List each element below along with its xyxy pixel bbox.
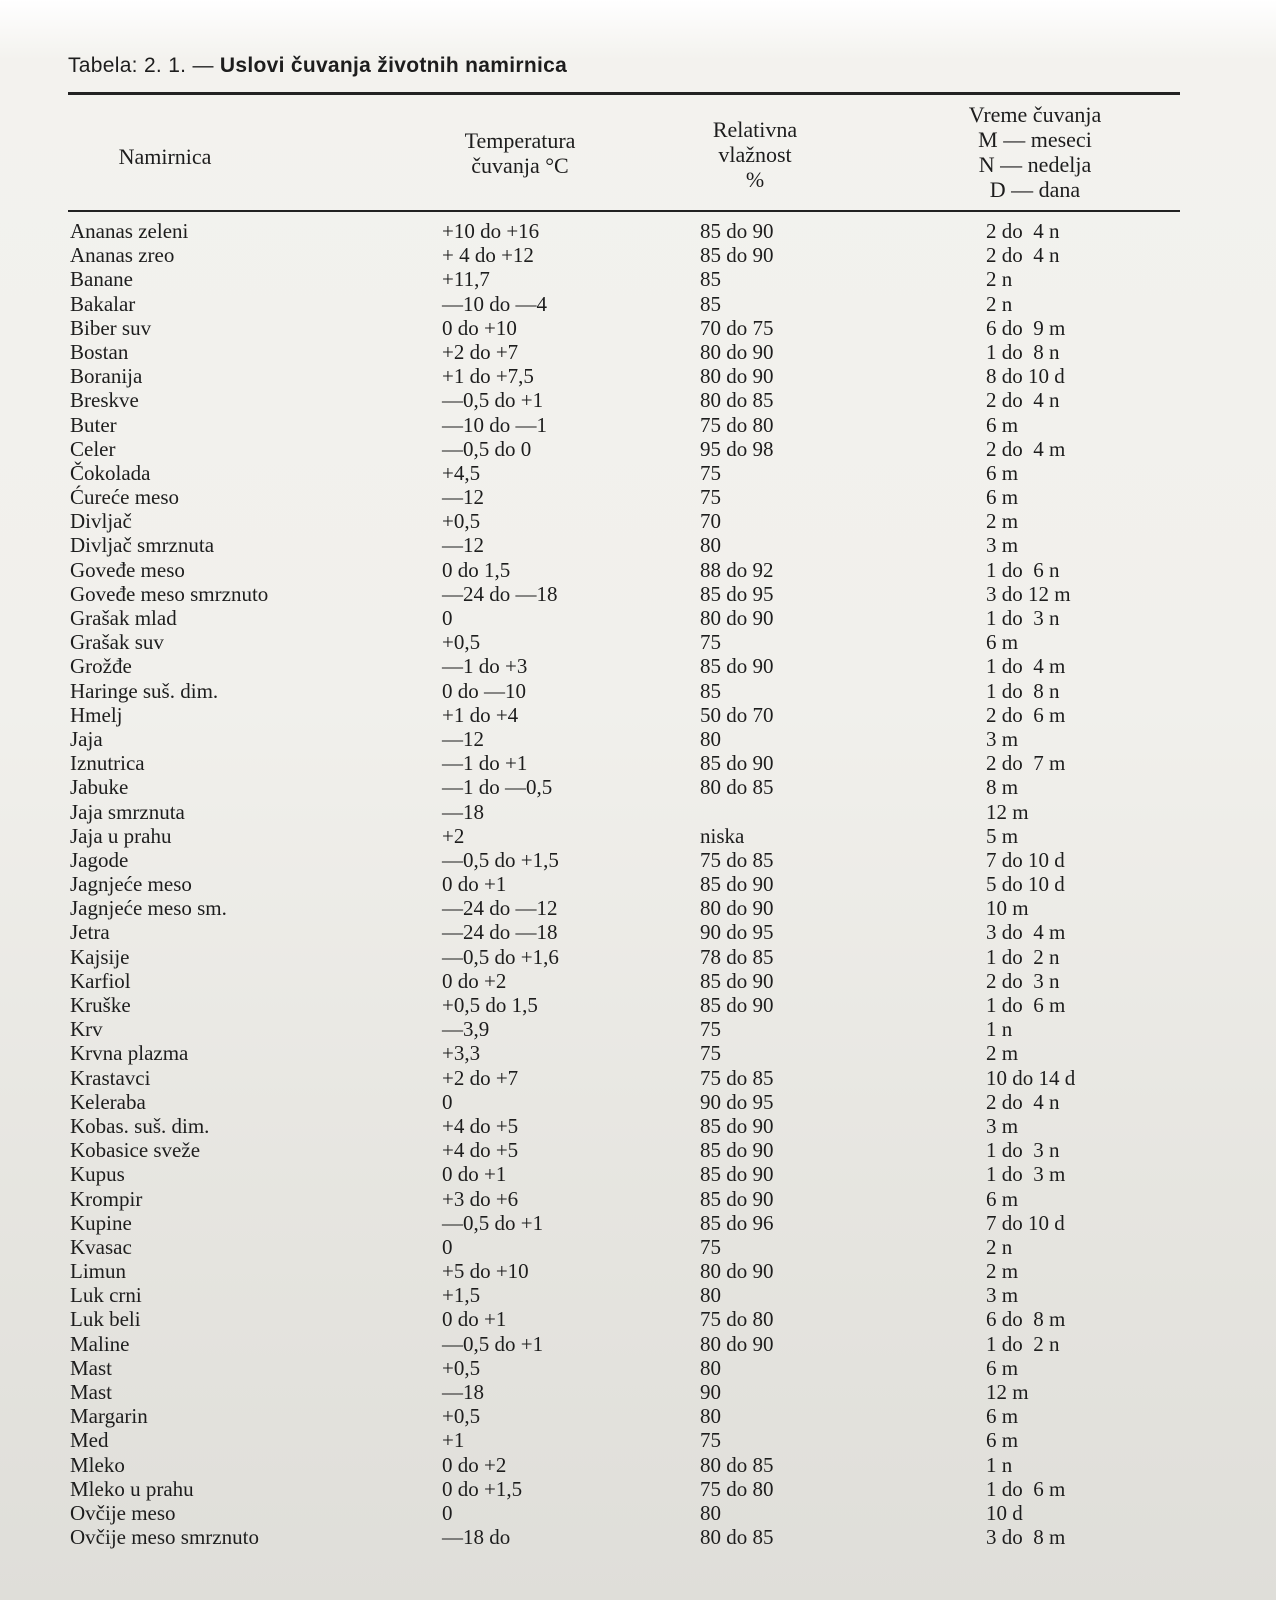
cell-temperatura: 0 do +1 xyxy=(442,872,507,897)
cell-vreme: 3 m xyxy=(986,533,1019,558)
cell-namirnica: Jagode xyxy=(70,847,129,872)
cell-vlaznost: 80 xyxy=(700,1355,721,1380)
header-line: N — nedelja xyxy=(978,152,1092,177)
cell-vlaznost: 85 do 96 xyxy=(700,1210,774,1235)
cell-vreme: 1 do 4 m xyxy=(986,654,1066,679)
table-row xyxy=(0,824,1276,848)
cell-temperatura: —1 do —0,5 xyxy=(442,775,553,800)
cell-vlaznost: 75 do 80 xyxy=(700,412,774,437)
cell-namirnica: Jabuke xyxy=(70,775,129,800)
cell-namirnica: Haringe suš. dim. xyxy=(70,678,219,703)
cell-namirnica: Mleko u prahu xyxy=(70,1476,194,1501)
cell-vreme: 8 m xyxy=(986,775,1019,800)
table-row xyxy=(0,267,1276,291)
table-row xyxy=(0,679,1276,703)
cell-vlaznost: 75 do 80 xyxy=(700,1476,774,1501)
table-row xyxy=(0,1187,1276,1211)
table-row xyxy=(0,1283,1276,1307)
cell-vlaznost: 80 do 90 xyxy=(700,896,774,921)
cell-temperatura: +2 do +7 xyxy=(442,339,519,364)
cell-temperatura: 0 do +2 xyxy=(442,1452,507,1477)
cell-temperatura: 0 xyxy=(442,1089,453,1114)
cell-namirnica: Banane xyxy=(70,267,133,292)
cell-temperatura: 0 do 1,5 xyxy=(442,557,511,582)
cell-vlaznost: 78 do 85 xyxy=(700,944,774,969)
cell-vreme: 12 m xyxy=(986,799,1029,824)
cell-temperatura: —12 xyxy=(442,533,484,558)
table-row xyxy=(0,727,1276,751)
cell-temperatura: 0 do +1 xyxy=(442,1162,507,1187)
table-row xyxy=(0,920,1276,944)
cell-namirnica: Maline xyxy=(70,1331,130,1356)
cell-vreme: 1 do 8 n xyxy=(986,678,1060,703)
cell-vreme: 6 do 8 m xyxy=(986,1307,1066,1332)
cell-vlaznost: 85 do 90 xyxy=(700,219,774,243)
cell-vlaznost: 90 do 95 xyxy=(700,920,774,945)
table-row xyxy=(0,340,1276,364)
cell-temperatura: +11,7 xyxy=(442,267,490,292)
table-row xyxy=(0,1307,1276,1331)
header-namirnica xyxy=(80,144,250,169)
table-row xyxy=(0,509,1276,533)
cell-vreme: 3 m xyxy=(986,726,1019,751)
cell-vreme: 2 do 3 n xyxy=(986,968,1060,993)
table-row xyxy=(0,1017,1276,1041)
cell-vlaznost: 80 do 90 xyxy=(700,339,774,364)
cell-vreme: 2 n xyxy=(986,267,1013,292)
caption-label: Tabela: 2. 1. — xyxy=(68,54,220,77)
cell-namirnica: Bakalar xyxy=(70,291,136,316)
cell-vreme: 2 do 7 m xyxy=(986,751,1066,776)
cell-temperatura: —24 do —18 xyxy=(442,920,558,945)
cell-vreme: 2 n xyxy=(986,291,1013,316)
cell-temperatura: —0,5 do +1 xyxy=(442,1210,544,1235)
cell-namirnica: Jaja xyxy=(70,726,103,751)
cell-vreme: 1 do 3 m xyxy=(986,1162,1066,1187)
cell-vlaznost: 80 do 90 xyxy=(700,1331,774,1356)
cell-temperatura: —10 do —4 xyxy=(442,291,547,316)
cell-vlaznost: 80 xyxy=(700,726,721,751)
cell-namirnica: Hmelj xyxy=(70,702,123,727)
cell-namirnica: Ananas zeleni xyxy=(70,219,189,243)
cell-vlaznost: 75 xyxy=(700,1041,721,1066)
table-row xyxy=(0,775,1276,799)
table-row xyxy=(0,437,1276,461)
cell-vlaznost: 90 do 95 xyxy=(700,1089,774,1114)
cell-namirnica: Med xyxy=(70,1428,109,1453)
table-row xyxy=(0,1453,1276,1477)
cell-temperatura: +5 do +10 xyxy=(442,1259,529,1284)
table-row xyxy=(0,243,1276,267)
cell-namirnica: Limun xyxy=(70,1259,126,1284)
cell-vreme: 6 m xyxy=(986,460,1019,485)
caption-title: Uslovi čuvanja životnih namirnica xyxy=(219,54,568,77)
header-line: Vreme čuvanja xyxy=(968,102,1102,127)
cell-temperatura: +1,5 xyxy=(442,1283,481,1308)
cell-namirnica: Mast xyxy=(70,1380,112,1404)
cell-vreme: 7 do 10 d xyxy=(986,1210,1065,1235)
cell-namirnica: Jetra xyxy=(70,920,110,945)
cell-vreme: 5 m xyxy=(986,823,1019,848)
table-row xyxy=(0,630,1276,654)
table-row xyxy=(0,316,1276,340)
cell-temperatura: —10 do —1 xyxy=(442,412,547,437)
cell-namirnica: Kvasac xyxy=(70,1234,132,1259)
cell-temperatura: +3 do +6 xyxy=(442,1186,519,1211)
cell-vlaznost: 75 xyxy=(700,460,721,485)
table-row xyxy=(0,945,1276,969)
cell-temperatura: +1 do +7,5 xyxy=(442,364,534,389)
cell-namirnica: Jaja u prahu xyxy=(70,823,172,848)
cell-vlaznost: 75 do 85 xyxy=(700,1065,774,1090)
table-row xyxy=(0,1428,1276,1452)
cell-vreme: 1 n xyxy=(986,1017,1013,1042)
cell-vlaznost: 85 do 90 xyxy=(700,872,774,897)
cell-temperatura: +2 do +7 xyxy=(442,1065,519,1090)
table-row xyxy=(0,1501,1276,1525)
cell-namirnica: Čokolada xyxy=(70,460,151,485)
table-header-rule xyxy=(68,210,1180,212)
table-row xyxy=(0,872,1276,896)
cell-vreme: 6 m xyxy=(986,1428,1019,1453)
cell-vlaznost: 85 do 90 xyxy=(700,1186,774,1211)
cell-vlaznost: 80 xyxy=(700,1404,721,1429)
cell-namirnica: Grožđe xyxy=(70,654,132,679)
table-row xyxy=(0,461,1276,485)
cell-vlaznost: 75 xyxy=(700,630,721,655)
cell-vlaznost: 85 xyxy=(700,291,721,316)
cell-vlaznost: 80 xyxy=(700,533,721,558)
cell-temperatura: —0,5 do +1,6 xyxy=(442,944,559,969)
cell-vlaznost: 75 xyxy=(700,1428,721,1453)
cell-vreme: 1 do 2 n xyxy=(986,1331,1060,1356)
cell-temperatura: —0,5 do +1,5 xyxy=(442,847,559,872)
cell-vlaznost: 85 do 95 xyxy=(700,581,774,606)
cell-temperatura: —3,9 xyxy=(442,1017,490,1042)
table-row xyxy=(0,896,1276,920)
cell-vreme: 3 m xyxy=(986,1283,1019,1308)
cell-vlaznost: 88 do 92 xyxy=(700,557,774,582)
table-row xyxy=(0,1404,1276,1428)
cell-temperatura: +3,3 xyxy=(442,1041,481,1066)
cell-namirnica: Mleko xyxy=(70,1452,125,1477)
header-line: M — meseci xyxy=(978,127,1092,152)
cell-namirnica: Goveđe meso smrznuto xyxy=(70,581,269,606)
table-row xyxy=(0,364,1276,388)
cell-namirnica: Biber suv xyxy=(70,315,152,340)
cell-vlaznost: 85 xyxy=(700,267,721,292)
cell-temperatura: —0,5 do +1 xyxy=(442,388,544,413)
cell-namirnica: Ananas zreo xyxy=(70,243,175,268)
cell-namirnica: Jaja smrznuta xyxy=(70,799,185,824)
cell-vlaznost: 80 do 90 xyxy=(700,606,774,630)
cell-temperatura: —24 do —18 xyxy=(442,581,558,606)
cell-temperatura: +4,5 xyxy=(442,460,481,485)
cell-namirnica: Grašak suv xyxy=(70,630,164,655)
header-line: čuvanja °C xyxy=(471,153,569,178)
cell-vlaznost: 85 do 90 xyxy=(700,751,774,776)
cell-namirnica: Kobas. suš. dim. xyxy=(70,1113,210,1138)
cell-namirnica: Boranija xyxy=(70,364,143,389)
cell-vlaznost: 80 do 85 xyxy=(700,775,774,800)
cell-vreme: 2 m xyxy=(986,1259,1019,1284)
cell-vlaznost: 75 xyxy=(700,485,721,510)
table-row xyxy=(0,1041,1276,1065)
cell-temperatura: —12 xyxy=(442,726,484,751)
cell-namirnica: Krvna plazma xyxy=(70,1041,189,1066)
table-row xyxy=(0,413,1276,437)
cell-vreme: 2 m xyxy=(986,1041,1019,1066)
header-line: Relativna xyxy=(712,117,798,142)
cell-vreme: 1 n xyxy=(986,1452,1013,1477)
cell-vlaznost: 75 do 85 xyxy=(700,847,774,872)
cell-vreme: 10 d xyxy=(986,1500,1023,1525)
cell-namirnica: Grašak mlad xyxy=(70,606,177,630)
table-row xyxy=(0,533,1276,557)
table-row xyxy=(0,388,1276,412)
cell-vlaznost: 75 do 80 xyxy=(700,1307,774,1332)
cell-vreme: 3 do 8 m xyxy=(986,1525,1066,1550)
cell-namirnica: Luk beli xyxy=(70,1307,141,1332)
cell-vreme: 6 m xyxy=(986,630,1019,655)
table-row xyxy=(0,1380,1276,1404)
cell-namirnica: Kupine xyxy=(70,1210,132,1235)
cell-namirnica: Kruške xyxy=(70,993,131,1017)
cell-vlaznost: 80 do 90 xyxy=(700,364,774,389)
table-row xyxy=(0,1066,1276,1090)
cell-vreme: 1 do 3 n xyxy=(986,606,1060,630)
header-line: % xyxy=(745,167,765,192)
cell-vreme: 1 do 2 n xyxy=(986,944,1060,969)
cell-vlaznost: 95 do 98 xyxy=(700,436,774,461)
cell-vreme: 2 do 4 n xyxy=(986,388,1060,413)
cell-vlaznost: 85 do 90 xyxy=(700,968,774,993)
cell-namirnica: Breskve xyxy=(70,388,139,413)
cell-namirnica: Ovčije meso xyxy=(70,1500,176,1525)
cell-vlaznost: 80 do 85 xyxy=(700,1525,774,1550)
cell-vlaznost: 70 xyxy=(700,509,721,534)
cell-namirnica: Buter xyxy=(70,412,117,437)
table-row xyxy=(0,558,1276,582)
cell-namirnica: Krastavci xyxy=(70,1065,151,1090)
table-row xyxy=(0,993,1276,1017)
cell-temperatura: —24 do —12 xyxy=(442,896,558,921)
cell-temperatura: 0 do +1 xyxy=(442,1307,507,1332)
cell-vlaznost: 85 do 90 xyxy=(700,243,774,268)
cell-vreme: 6 do 9 m xyxy=(986,315,1066,340)
cell-temperatura: —0,5 do 0 xyxy=(442,436,532,461)
table-row xyxy=(0,1235,1276,1259)
cell-temperatura: +1 do +4 xyxy=(442,702,519,727)
cell-namirnica: Jagnjeće meso sm. xyxy=(70,896,227,921)
cell-vreme: 1 do 6 n xyxy=(986,557,1060,582)
cell-vlaznost: 85 do 90 xyxy=(700,654,774,679)
cell-temperatura: +1 xyxy=(442,1428,465,1453)
table-row xyxy=(0,1356,1276,1380)
cell-vlaznost: 85 do 90 xyxy=(700,1138,774,1163)
cell-temperatura: +4 do +5 xyxy=(442,1113,519,1138)
cell-namirnica: Jagnjeće meso xyxy=(70,872,192,897)
cell-vreme: 6 m xyxy=(986,1404,1019,1429)
cell-temperatura: +2 xyxy=(442,823,465,848)
cell-namirnica: Divljač xyxy=(70,509,132,534)
cell-vlaznost: 85 do 90 xyxy=(700,1162,774,1187)
cell-namirnica: Iznutrica xyxy=(70,751,145,776)
cell-vreme: 6 m xyxy=(986,1186,1019,1211)
table-row xyxy=(0,292,1276,316)
cell-temperatura: + 4 do +12 xyxy=(442,243,534,268)
cell-vlaznost: 85 do 90 xyxy=(700,1113,774,1138)
cell-temperatura: —1 do +3 xyxy=(442,654,528,679)
cell-vreme: 6 m xyxy=(986,485,1019,510)
table-row xyxy=(0,1525,1276,1549)
cell-temperatura: 0 xyxy=(442,606,453,630)
cell-vreme: 2 n xyxy=(986,1234,1013,1259)
cell-temperatura: +10 do +16 xyxy=(442,219,540,243)
cell-temperatura: —1 do +1 xyxy=(442,751,528,776)
cell-namirnica: Krompir xyxy=(70,1186,143,1211)
header-vreme-cuvanja xyxy=(925,102,1145,202)
cell-vreme: 2 do 4 n xyxy=(986,1089,1060,1114)
header-line: Namirnica xyxy=(118,144,212,169)
table-row xyxy=(0,800,1276,824)
cell-namirnica: Keleraba xyxy=(70,1089,146,1114)
cell-temperatura: 0 do +10 xyxy=(442,315,517,340)
cell-temperatura: +4 do +5 xyxy=(442,1138,519,1163)
cell-temperatura: +0,5 xyxy=(442,509,481,534)
table-row xyxy=(0,1332,1276,1356)
cell-vlaznost: niska xyxy=(700,823,745,848)
cell-namirnica: Divljač smrznuta xyxy=(70,533,215,558)
cell-vreme: 1 do 6 m xyxy=(986,993,1066,1017)
header-line: Temperatura xyxy=(464,128,576,153)
table-body xyxy=(0,219,1276,1549)
cell-vreme: 2 do 6 m xyxy=(986,702,1066,727)
table-row xyxy=(0,1259,1276,1283)
cell-temperatura: —18 do xyxy=(442,1525,511,1550)
header-temperatura xyxy=(420,128,620,178)
cell-vreme: 5 do 10 d xyxy=(986,872,1065,897)
cell-vreme: 3 m xyxy=(986,1113,1019,1138)
cell-vreme: 6 m xyxy=(986,412,1019,437)
table-row xyxy=(0,1211,1276,1235)
cell-vlaznost: 80 do 90 xyxy=(700,1259,774,1284)
table-row xyxy=(0,1090,1276,1114)
cell-vlaznost: 85 xyxy=(700,678,721,703)
cell-temperatura: 0 do +2 xyxy=(442,968,507,993)
cell-temperatura: 0 do +1,5 xyxy=(442,1476,523,1501)
table-row xyxy=(0,703,1276,727)
cell-vreme: 3 do 12 m xyxy=(986,581,1071,606)
cell-namirnica: Bostan xyxy=(70,339,129,364)
cell-vlaznost: 70 do 75 xyxy=(700,315,774,340)
cell-vreme: 12 m xyxy=(986,1380,1029,1404)
table-row xyxy=(0,654,1276,678)
cell-namirnica: Margarin xyxy=(70,1404,148,1429)
cell-temperatura: —12 xyxy=(442,485,484,510)
cell-namirnica: Ovčije meso smrznuto xyxy=(70,1525,259,1550)
cell-temperatura: —18 xyxy=(442,1380,484,1404)
cell-vreme: 7 do 10 d xyxy=(986,847,1065,872)
cell-vreme: 2 do 4 n xyxy=(986,243,1060,268)
cell-namirnica: Goveđe meso xyxy=(70,557,185,582)
cell-vreme: 10 do 14 d xyxy=(986,1065,1076,1090)
cell-namirnica: Ćureće meso xyxy=(70,485,180,510)
cell-namirnica: Kupus xyxy=(70,1162,125,1187)
cell-vlaznost: 80 xyxy=(700,1283,721,1308)
table-row xyxy=(0,606,1276,630)
table-top-rule xyxy=(68,92,1180,95)
cell-vreme: 3 do 4 m xyxy=(986,920,1066,945)
cell-vreme: 10 m xyxy=(986,896,1029,921)
cell-temperatura: 0 do —10 xyxy=(442,678,526,703)
header-line: vlažnost xyxy=(718,142,792,167)
table-row xyxy=(0,1138,1276,1162)
header-vlaznost xyxy=(655,117,855,192)
cell-namirnica: Krv xyxy=(70,1017,103,1042)
cell-vlaznost: 50 do 70 xyxy=(700,702,774,727)
cell-vlaznost: 90 xyxy=(700,1380,721,1404)
cell-namirnica: Kobasice sveže xyxy=(70,1138,201,1163)
header-line: D — dana xyxy=(989,177,1081,202)
cell-vreme: 1 do 6 m xyxy=(986,1476,1066,1501)
cell-vlaznost: 80 do 85 xyxy=(700,1452,774,1477)
table-row xyxy=(0,751,1276,775)
cell-temperatura: —0,5 do +1 xyxy=(442,1331,544,1356)
cell-vlaznost: 75 xyxy=(700,1234,721,1259)
cell-vlaznost: 75 xyxy=(700,1017,721,1042)
cell-vlaznost: 80 xyxy=(700,1500,721,1525)
table-row xyxy=(0,969,1276,993)
table-row xyxy=(0,485,1276,509)
cell-namirnica: Karfiol xyxy=(70,968,131,993)
cell-vlaznost: 80 do 85 xyxy=(700,388,774,413)
cell-temperatura: 0 xyxy=(442,1500,453,1525)
cell-namirnica: Kajsije xyxy=(70,944,130,969)
cell-temperatura: +0,5 xyxy=(442,1404,481,1429)
cell-namirnica: Luk crni xyxy=(70,1283,142,1308)
cell-namirnica: Celer xyxy=(70,436,116,461)
table-row xyxy=(0,1114,1276,1138)
table-row xyxy=(0,1477,1276,1501)
cell-vreme: 2 do 4 m xyxy=(986,436,1066,461)
cell-vlaznost: 85 do 90 xyxy=(700,993,774,1017)
cell-temperatura: +0,5 do 1,5 xyxy=(442,993,538,1017)
table-row xyxy=(0,582,1276,606)
cell-temperatura: +0,5 xyxy=(442,1355,481,1380)
cell-vreme: 2 do 4 n xyxy=(986,219,1060,243)
cell-temperatura: 0 xyxy=(442,1234,453,1259)
table-row xyxy=(0,848,1276,872)
table-caption xyxy=(68,54,567,78)
cell-vreme: 1 do 8 n xyxy=(986,339,1060,364)
cell-vreme: 1 do 3 n xyxy=(986,1138,1060,1163)
cell-namirnica: Mast xyxy=(70,1355,112,1380)
cell-temperatura: +0,5 xyxy=(442,630,481,655)
table-row xyxy=(0,219,1276,243)
cell-vreme: 6 m xyxy=(986,1355,1019,1380)
table-row xyxy=(0,1162,1276,1186)
cell-temperatura: —18 xyxy=(442,799,484,824)
cell-vreme: 8 do 10 d xyxy=(986,364,1065,389)
cell-vreme: 2 m xyxy=(986,509,1019,534)
